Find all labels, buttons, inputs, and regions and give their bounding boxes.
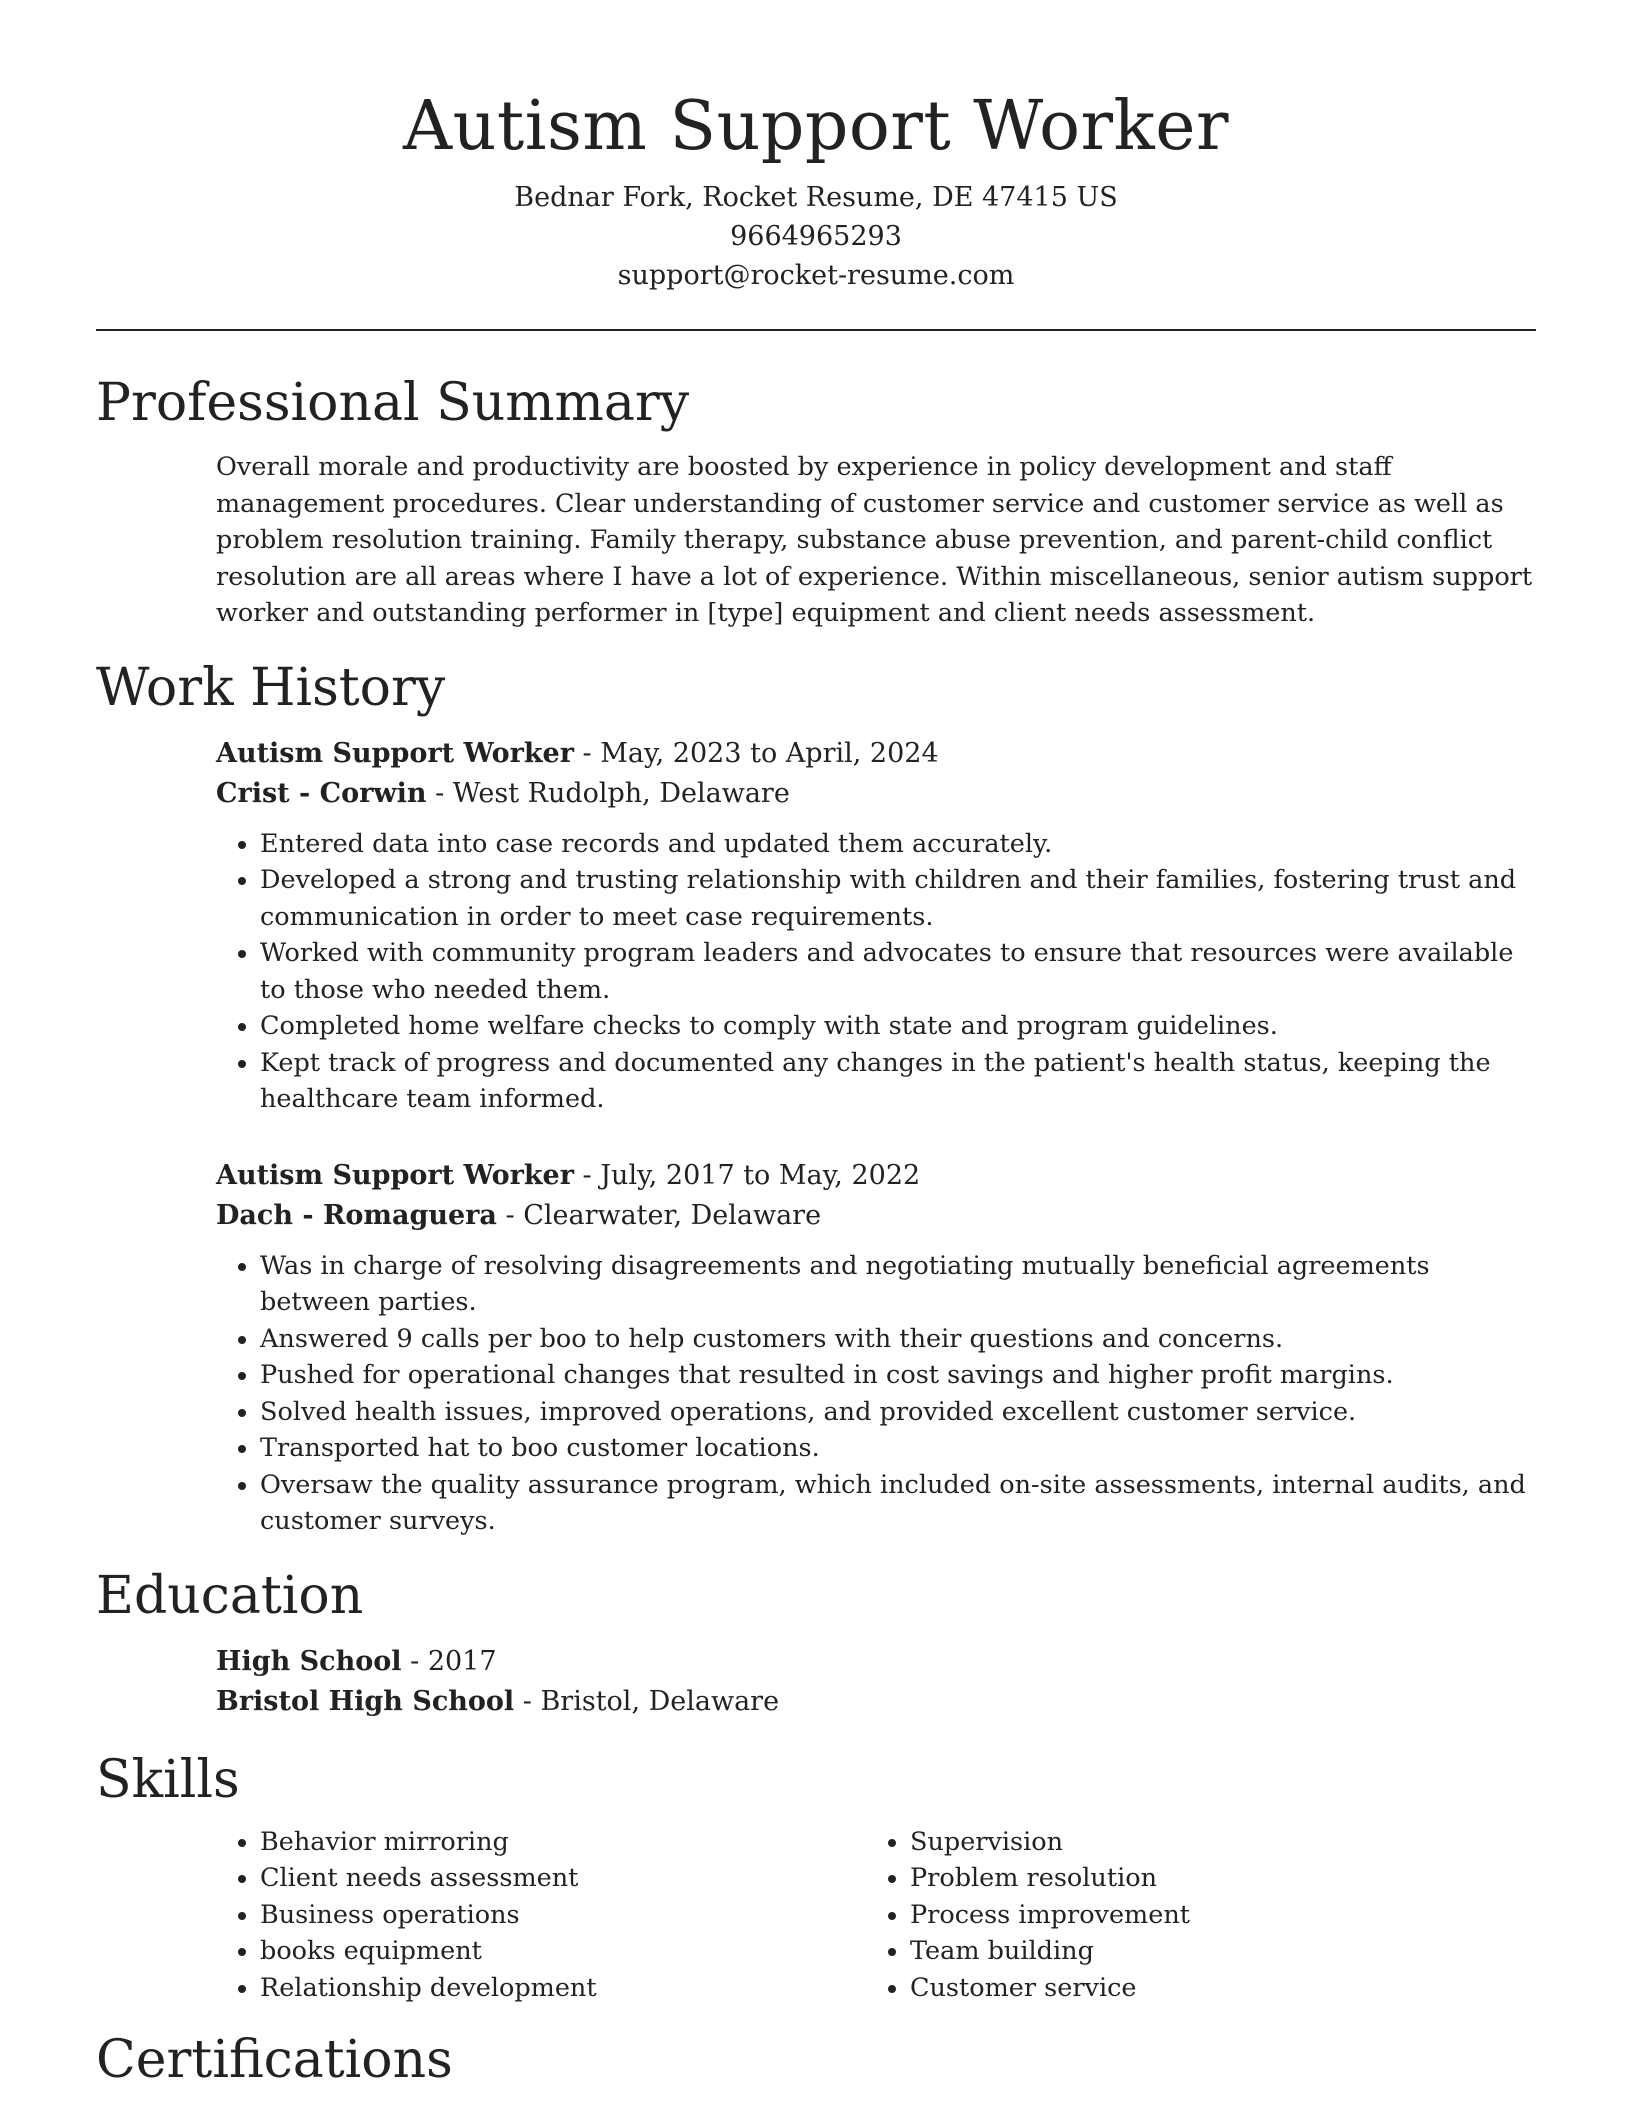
education-title: Education [96, 1565, 364, 1626]
list-item: • Transported hat to boo customer locations. [260, 1430, 1536, 1467]
education-year: - 2017 [401, 1645, 497, 1677]
work-history-title: Work History [96, 657, 446, 718]
contact-block [96, 178, 1536, 295]
job-company: Dach - Romaguera [216, 1199, 497, 1231]
job-company: Crist - Corwin [216, 777, 427, 809]
certifications-section [96, 2028, 1536, 2092]
contact-email: support@rocket-resume.com [617, 260, 1015, 291]
education-section [96, 1564, 1536, 1722]
summary-section [96, 371, 1536, 632]
list-item: • Worked with community program leaders and advocates to ensure that resources were available to those who needed them. [260, 935, 1536, 1008]
certifications-title: Certifications [96, 2030, 453, 2090]
contact-address: Bednar Fork, Rocket Resume, DE 47415 US [514, 182, 1118, 213]
list-item: • Problem resolution [910, 1860, 1516, 1897]
resume-header [96, 0, 1536, 295]
skills-column-left [216, 1824, 866, 2007]
list-item: • Kept track of progress and documented any changes in the patient's health status, keeping the healthcare team informed. [260, 1045, 1536, 1118]
list-item: • Business operations [260, 1897, 866, 1934]
summary-title: Professional Summary [96, 373, 690, 433]
job-bullets [216, 1248, 1536, 1540]
list-item: • Client needs assessment [260, 1860, 866, 1897]
job-role: Autism Support Worker [216, 737, 574, 769]
skills-body [96, 1824, 1536, 2007]
list-item: • Pushed for operational changes that resulted in cost savings and higher profit margins. [260, 1357, 1536, 1394]
education-school: Bristol High School [216, 1685, 515, 1717]
job-entry-2 [216, 1156, 1536, 1540]
list-item: • Developed a strong and trusting relationship with children and their families, fostering trust and communication in order to meet case requirements. [260, 862, 1536, 935]
list-item: • Process improvement [910, 1897, 1516, 1934]
job-title-line [216, 1156, 1536, 1196]
list-item: • Customer service [910, 1970, 1516, 2007]
job-bullets [216, 826, 1536, 1118]
list-item: • Team building [910, 1933, 1516, 1970]
skills-grid [216, 1824, 1536, 2007]
job-role: Autism Support Worker [216, 1159, 574, 1191]
job-location: - West Rudolph, Delaware [426, 777, 790, 809]
list-item: • Supervision [910, 1824, 1516, 1861]
list-item: • Was in charge of resolving disagreements and negotiating mutually beneficial agreements between parties. [260, 1248, 1536, 1321]
candidate-name: Autism Support Worker [403, 87, 1229, 166]
list-item: • Entered data into case records and updated them accurately. [260, 826, 1536, 863]
job-title-line [216, 734, 1536, 774]
summary-body [96, 449, 1536, 632]
job-location: - Clearwater, Delaware [496, 1199, 822, 1231]
education-degree: High School [216, 1645, 402, 1677]
job-dates: - May, 2023 to April, 2024 [573, 737, 939, 769]
contact-phone: 9664965293 [730, 221, 902, 252]
education-location: - Bristol, Delaware [514, 1685, 780, 1717]
header-divider [96, 329, 1536, 331]
job-entry-1 [216, 734, 1536, 1118]
work-history-section [96, 656, 1536, 1540]
job-company-line [216, 1196, 1536, 1236]
list-item: • Relationship development [260, 1970, 866, 2007]
education-degree-line [216, 1642, 1536, 1682]
work-history-body [96, 734, 1536, 1540]
job-dates: - July, 2017 to May, 2022 [573, 1159, 921, 1191]
skills-section [96, 1748, 1536, 2007]
list-item: • Oversaw the quality assurance program, which included on-site assessments, internal audits, and customer surveys. [260, 1467, 1536, 1540]
education-entry [216, 1642, 1536, 1722]
skills-column-right [866, 1824, 1516, 2007]
list-item: • Completed home welfare checks to comply with state and program guidelines. [260, 1008, 1536, 1045]
list-item: • Answered 9 calls per boo to help customers with their questions and concerns. [260, 1321, 1536, 1358]
summary-text: Overall morale and productivity are boosted by experience in policy development and staff management procedures. Clear understanding of customer service and customer service as well as problem resolution training. Family therapy, substance abuse prevention, and parent-child conflict resolution are all areas where I have a lot of experience. Within miscellaneous, senior autism support worker and outstanding performer in [type] equipment and client needs assessment. [216, 452, 1533, 628]
list-item: • Solved health issues, improved operations, and provided excellent customer service. [260, 1394, 1536, 1431]
skills-title: Skills [96, 1749, 240, 1810]
job-company-line [216, 774, 1536, 814]
list-item: • books equipment [260, 1933, 866, 1970]
education-school-line [216, 1682, 1536, 1722]
education-body [96, 1642, 1536, 1722]
list-item: • Behavior mirroring [260, 1824, 866, 1861]
